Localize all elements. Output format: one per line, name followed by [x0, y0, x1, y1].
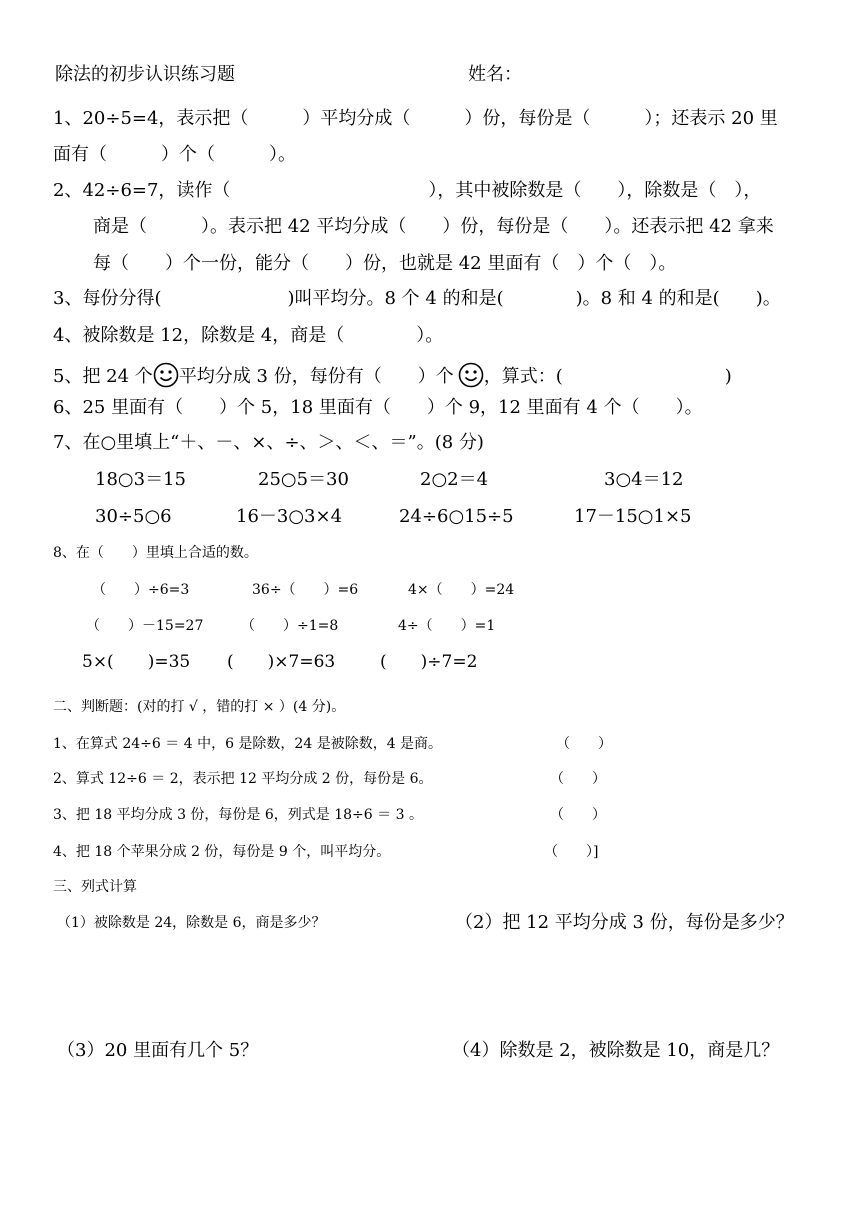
q8-r3-c2: ( )×7=63 — [227, 652, 336, 672]
judge-item-1-blank: （ ） — [556, 736, 612, 752]
q7-r1-c3: 2○2＝4 — [420, 469, 489, 490]
calc-problem-4: （4）除数是 2，被除数是 10，商是几？ — [452, 1040, 780, 1061]
q7-r2-c2: 16－3○3×4 — [236, 506, 343, 527]
q8-r2-c2: （ ）÷1=8 — [241, 618, 339, 634]
judge-item-1-text: 1、在算式 24÷6 ＝ 4 中，6 是除数，24 是被除数，4 是商。 — [53, 736, 443, 752]
q7-r2-c3: 24÷6○15÷5 — [399, 506, 514, 527]
q7-r2-c1: 30÷5○6 — [95, 506, 172, 527]
q5-part3: ，算式：( ) — [483, 366, 732, 387]
section3-title: 三、列式计算 — [53, 879, 137, 895]
q8-r3-c1: 5×( )=35 — [82, 652, 191, 672]
q7-r1-c1: 18○3＝15 — [95, 469, 186, 490]
q8-r1-c2: 36÷（ ）=6 — [252, 582, 359, 598]
q7-title: 7、在○里填上“＋、－、×、÷、＞、＜、＝”。(8 分) — [53, 432, 484, 453]
judge-item-4-blank: （ ）] — [544, 844, 599, 860]
q1-line1: 1、20÷5=4，表示把（ ）平均分成（ ）份，每份是（ ）；还表示 20 里 — [53, 108, 778, 129]
q4-line1: 4、被除数是 12，除数是 4，商是（ ）。 — [53, 325, 444, 346]
name-label: 姓名： — [468, 64, 522, 85]
q7-r1-c4: 3○4＝12 — [604, 469, 684, 490]
q2-line2: 商是（ ）。表示把 42 平均分成（ ）份，每份是（ ）。还表示把 42 拿来 — [93, 216, 774, 237]
judge-item-2-blank: （ ） — [550, 771, 606, 787]
calc-problem-1: （1）被除数是 24，除数是 6，商是多少？ — [57, 915, 326, 931]
smiley-face-icon — [153, 362, 179, 388]
judge-item-2-text: 2、算式 12÷6 ＝ 2，表示把 12 平均分成 2 份，每份是 6。 — [53, 771, 433, 787]
judge-item-3-blank: （ ） — [550, 807, 606, 823]
smiley-face-icon — [458, 362, 484, 388]
q2-line3: 每（ ）个一份，能分（ ）份，也就是 42 里面有（ ）个（ ）。 — [93, 253, 677, 274]
q8-r1-c1: （ ）÷6=3 — [92, 582, 190, 598]
q8-title: 8、在（ ）里填上合适的数。 — [53, 545, 258, 561]
q8-r3-c3: ( )÷7=2 — [380, 652, 478, 672]
q6-line1: 6、25 里面有（ ）个 5，18 里面有（ ）个 9，12 里面有 4 个（ ）。 — [53, 397, 703, 418]
q8-r2-c1: （ ）－15=27 — [86, 618, 204, 634]
q5-part2: 平均分成 3 份，每份有（ ）个 — [178, 366, 454, 387]
q7-r2-c4: 17－15○1×5 — [574, 506, 692, 527]
q5-part1: 5、把 24 个 — [53, 366, 153, 387]
calc-problem-2: （2）把 12 平均分成 3 份，每份是多少？ — [455, 912, 794, 933]
judge-item-3-text: 3、把 18 平均分成 3 份，每份是 6，列式是 18÷6 ＝ 3 。 — [53, 807, 423, 823]
q8-r1-c3: 4×（ ）=24 — [408, 582, 515, 598]
section2-title: 二、判断题：(对的打 √ ，错的打 × ）(4 分)。 — [53, 699, 346, 715]
q1-line2: 面有（ ）个（ ）。 — [53, 144, 296, 165]
calc-problem-3: （3）20 里面有几个 5？ — [57, 1040, 259, 1061]
worksheet-title: 除法的初步认识练习题 — [55, 64, 235, 85]
q8-r2-c3: 4÷（ ）=1 — [398, 618, 496, 634]
q3-line1: 3、每份分得( )叫平均分。8 个 4 的和是( )。8 和 4 的和是( )。 — [53, 288, 781, 309]
judge-item-4-text: 4、把 18 个苹果分成 2 份，每份是 9 个，叫平均分。 — [53, 844, 391, 860]
q7-r1-c2: 25○5＝30 — [258, 469, 349, 490]
q2-line1: 2、42÷6=7，读作（ ），其中被除数是（ ），除数是（ ）， — [53, 180, 762, 201]
q5-line — [53, 362, 732, 388]
